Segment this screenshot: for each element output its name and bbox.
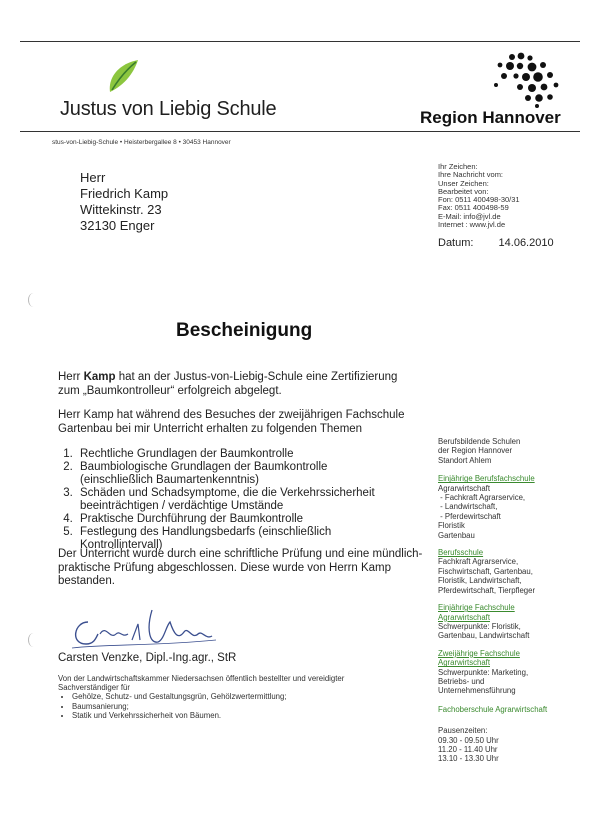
sidebar bbox=[438, 437, 578, 764]
section-heading: Fachoberschule Agrarwirtschaft bbox=[438, 704, 548, 714]
list-item: • Baumsanierung; bbox=[72, 702, 388, 711]
leaf-logo-icon bbox=[104, 56, 144, 96]
punch-mark bbox=[28, 633, 39, 647]
sidebar-section bbox=[438, 705, 578, 714]
sidebar-section: Einjährige Fachschule Agrarwirtschaft Schwerpunkte: Floristik, Gartenbau, Landwirtschaft bbox=[438, 603, 578, 641]
list-item: 3. Schäden und Schadsymptome, die die Verkehrssicherheit beeinträchtigen / verdächtige Umstände bbox=[76, 487, 398, 513]
recipient-address bbox=[80, 170, 168, 234]
signature bbox=[66, 604, 236, 652]
reference-block bbox=[438, 163, 520, 229]
break-times: Pausenzeiten: 09.30 - 09.50 Uhr 11.20 - 11.40 Uhr 13.10 - 13.30 Uhr bbox=[438, 726, 578, 764]
date-label: Datum: bbox=[438, 237, 474, 249]
signatory-name: Carsten Venzke, Dipl.-Ing.agr., StR bbox=[58, 652, 237, 664]
dot-cluster-logo-icon bbox=[492, 52, 562, 108]
top-rule bbox=[20, 41, 580, 42]
region-name: Region Hannover bbox=[420, 108, 561, 127]
section-heading: Einjährige Fachschule Agrarwirtschaft bbox=[438, 603, 515, 622]
list-item: 1. Rechtliche Grundlagen der Baumkontrolle bbox=[76, 448, 398, 461]
date-value: 14.06.2010 bbox=[498, 237, 554, 249]
paragraph-certification: Herr Kamp hat an der Justus-von-Liebig-Schule eine Zertifizierung zum „Baumkontrolleur“ erfolgreich abgelegt. bbox=[58, 371, 398, 397]
sidebar-section: Einjährige Berufsfachschule Agrarwirtschaft - Fachkraft Agrarservice, - Landwirtschaft, - Pferdewirtschaft Floristik Gartenbau bbox=[438, 474, 578, 540]
recipient-name: Friedrich Kamp bbox=[80, 186, 169, 201]
topics-list bbox=[58, 448, 398, 552]
meta-line: Fon: 0511 400498-30/31 bbox=[438, 195, 520, 205]
student-name: Kamp bbox=[83, 371, 116, 383]
sidebar-section: Berufsschule Fachkraft Agrarservice, Fischwirtschaft, Gartenbau, Floristik, Landwirtschaft, Pferdewirtschaft, Tierpfleger bbox=[438, 548, 578, 595]
section-heading: Einjährige Berufsfachschule bbox=[438, 474, 535, 484]
list-item: 4. Praktische Durchführung der Baumkontrolle bbox=[76, 513, 398, 526]
header-rule bbox=[20, 131, 580, 132]
school-name: Justus von Liebig Schule bbox=[60, 98, 277, 120]
footer-intro: Von der Landwirtschaftskammer Niedersachsen öffentlich bestellter und vereidigter Sachverständiger für bbox=[58, 674, 345, 693]
sender-line: stus-von-Liebig-Schule • Heisterbergallee 8 • 30453 Hannover bbox=[52, 139, 231, 146]
recipient-salutation: Herr bbox=[80, 170, 106, 185]
paragraph-exam: Der Unterricht wurde durch eine schriftliche Prüfung und eine mündlich-praktische Prüfung abgeschlossen. Diese wurde von Herrn Kamp bestanden. bbox=[58, 548, 423, 587]
meta-line: E-Mail: info@jvl.de bbox=[438, 211, 501, 221]
section-heading: Berufsschule bbox=[438, 548, 484, 558]
meta-line: Unser Zeichen: bbox=[438, 178, 489, 188]
meta-line: Fax: 0511 400498-59 bbox=[438, 203, 509, 213]
letter-title: Bescheinigung bbox=[176, 320, 313, 341]
list-item: • Gehölze, Schutz- und Gestaltungsgrün, Gehölzwertermittlung; bbox=[72, 692, 388, 701]
break-times-label: Pausenzeiten: bbox=[438, 726, 488, 736]
date-line bbox=[438, 237, 554, 249]
punch-mark bbox=[28, 293, 39, 307]
meta-line: Ihre Nachricht vom: bbox=[438, 170, 504, 180]
expert-footer bbox=[58, 674, 388, 720]
sidebar-section: Zweijährige Fachschule Agrarwirtschaft Schwerpunkte: Marketing, Betriebs- und Unternehmensführung bbox=[438, 649, 578, 696]
list-item: • Statik und Verkehrssicherheit von Bäumen. bbox=[72, 711, 388, 720]
list-item: 2. Baumbiologische Grundlagen der Baumkontrolle (einschließlich Baumartenkenntnis) bbox=[76, 461, 398, 487]
meta-line: Bearbeitet von: bbox=[438, 186, 489, 196]
school-logo bbox=[104, 56, 144, 96]
meta-line: Ihr Zeichen: bbox=[438, 162, 478, 171]
paragraph-topics-intro: Herr Kamp hat während des Besuches der zweijährigen Fachschule Gartenbau bei mir Unterricht erhalten zu folgenden Themen bbox=[58, 409, 405, 435]
sidebar-intro: Berufsbildende Schulen der Region Hannover Standort Ahlem bbox=[438, 437, 521, 465]
recipient-street: Wittekinstr. 23 bbox=[80, 202, 162, 217]
section-heading: Zweijährige Fachschule Agrarwirtschaft bbox=[438, 648, 520, 668]
region-logo bbox=[492, 52, 562, 108]
meta-line: Internet : www.jvl.de bbox=[438, 220, 506, 230]
recipient-city: 32130 Enger bbox=[80, 218, 155, 233]
list-item: 5. Festlegung des Handlungsbedarfs (einschließlich Kontrollintervall) bbox=[76, 526, 398, 552]
